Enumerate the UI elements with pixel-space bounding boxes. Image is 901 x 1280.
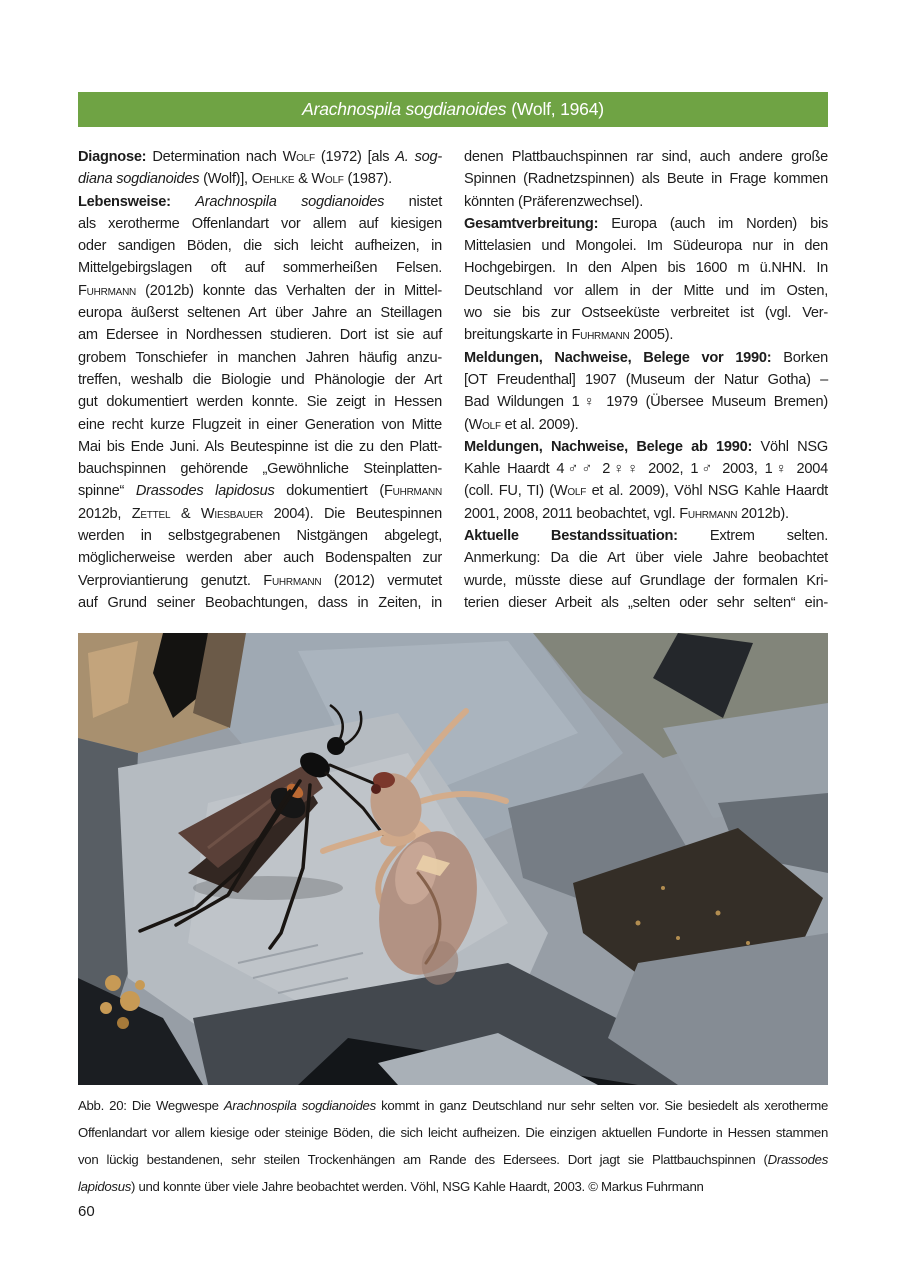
text-line: spinne“ Drassodes lapidosus dokumentiert (Fuhrmann	[78, 483, 442, 500]
text-line: Deutschland vor allem in der Mitte und im Osten,	[464, 282, 828, 299]
text-line: Mittelasien und Mongolei. Im Südeuropa nur in den	[464, 238, 828, 255]
text-line: breitungskarte in Fuhrmann 2005).	[464, 327, 674, 344]
text-line: eine recht kurze Flugzeit in einer Generation von Mitte	[78, 416, 442, 433]
wasp-spider-rocks-illustration	[78, 633, 828, 1085]
text-line: Diagnose: Determination nach Wolf (1972) [als A. sog-	[78, 149, 442, 165]
text-line: Offenlandart vor allem kiesige oder steinige Böden, die sich leicht aufheizen. Die einzigen aktuellen Fundorte in Hessen stammen	[78, 1125, 828, 1140]
text-line: Bad Wildungen 1♀ 1979 (Übersee Museum Bremen)	[464, 394, 828, 411]
text-column-right	[464, 146, 828, 614]
text-line: wo sie bis zur Ostseeküste verbreitet ist (vgl. Ver-	[464, 305, 828, 322]
text-line: treffen, weshalb die Biologie und Phänologie der Art	[78, 371, 442, 388]
text-line: möglicherweise werden aber auch Bodenspalten zur	[78, 550, 442, 567]
text-line: Kahle Haardt 4♂♂ 2♀♀ 2002, 1♂ 2003, 1♀ 2004	[464, 461, 828, 478]
text-line: als xerotherme Offenlandart vor allem auf kiesigen	[78, 215, 442, 232]
text-line: könnten (Präferenzwechsel).	[464, 193, 644, 210]
text-line: denen Plattbauchspinnen rar sind, auch andere große	[464, 149, 828, 165]
text-line: Spinnen (Radnetzspinnen) als Beute in Frage kommen	[464, 171, 828, 188]
text-line: (coll. FU, TI) (Wolf et al. 2009), Vöhl NSG Kahle Haardt	[464, 483, 828, 500]
text-line: Meldungen, Nachweise, Belege vor 1990: Borken	[464, 349, 828, 366]
text-line: oder sandigen Böden, die sich leicht aufheizen, in	[78, 238, 442, 255]
text-line: am Edersee in Nordhessen studieren. Dort ist sie auf	[78, 327, 442, 344]
text-line: Fuhrmann (2012b) konnte das Verhalten der in Mittel-	[78, 282, 442, 299]
text-line: grobem Tonschiefer in manchen Jahren häufig anzu-	[78, 349, 442, 366]
text-line: [OT Freudenthal] 1907 (Museum der Natur Gotha) –	[464, 371, 828, 388]
text-line: Mai bis Ende Juni. Als Beutespinne ist die zu den Platt-	[78, 438, 442, 455]
text-line: diana sogdianoides (Wolf)], Oehlke & Wolf (1987).	[78, 171, 392, 188]
body-text	[78, 146, 828, 614]
species-title-bar	[78, 92, 828, 127]
species-name: Arachnospila sogdianoides	[302, 99, 507, 119]
text-line: Aktuelle Bestandssituation: Extrem selten.	[464, 528, 828, 545]
text-line: gut dokumentiert werden konnte. Sie zeigt in Hessen	[78, 394, 442, 411]
text-line: Meldungen, Nachweise, Belege ab 1990: Vöhl NSG	[464, 438, 828, 455]
text-line: europa äußerst seltenen Art über Jahre an Steillagen	[78, 305, 442, 322]
figure-photo-wasp-with-spider	[78, 633, 828, 1085]
text-line: Hochgebirgen. In den Alpen bis 1600 m ü.NHN. In	[464, 260, 828, 277]
text-line: (Wolf et al. 2009).	[464, 416, 579, 433]
text-line: 2012b, Zettel & Wiesbauer 2004). Die Beutespinnen	[78, 505, 442, 522]
text-line: bauchspinnen gehörende „Gewöhnliche Steinplatten-	[78, 461, 442, 478]
text-column-left	[78, 146, 442, 614]
figure-caption	[78, 1092, 828, 1200]
text-line: Mittelgebirgslagen oft auf sommerheißen Felsen.	[78, 260, 442, 277]
text-line: Gesamtverbreitung: Europa (auch im Norden) bis	[464, 215, 828, 232]
text-line: Lebensweise: Arachnospila sogdianoides nistet	[78, 193, 443, 210]
page-number: 60	[78, 1203, 95, 1220]
species-author-year: (Wolf, 1964)	[511, 99, 604, 119]
text-line: Verproviantierung genutzt. Fuhrmann (2012) vermutet	[78, 572, 442, 589]
text-line: auf Grund seiner Beobachtungen, dass in Zeiten, in	[78, 594, 442, 611]
text-line: Abb. 20: Die Wegwespe Arachnospila sogdianoides kommt in ganz Deutschland nur sehr selten vor. Sie besiedelt als xerotherme	[78, 1098, 828, 1113]
text-line: wurde, müsste diese auf Grundlage der formalen Kri-	[464, 572, 828, 589]
text-line: werden in selbstgegrabenen Nistgängen abgelegt,	[78, 528, 442, 545]
text-line: Anmerkung: Da die Art über viele Jahre beobachtet	[464, 550, 828, 567]
text-line: terien dieser Arbeit als „selten oder sehr selten“ ein-	[464, 594, 828, 611]
text-line: lapidosus) und konnte über viele Jahre beobachtet werden. Vöhl, NSG Kahle Haardt, 2003. © Markus Fuhrmann	[78, 1179, 704, 1194]
text-line: von lückig bestandenen, sehr steilen Trockenhängen am Rande des Edersees. Dort jagt sie Plattbauchspinnen (Drassodes	[78, 1152, 828, 1167]
text-line: 2001, 2008, 2011 beobachtet, vgl. Fuhrmann 2012b).	[464, 505, 789, 522]
